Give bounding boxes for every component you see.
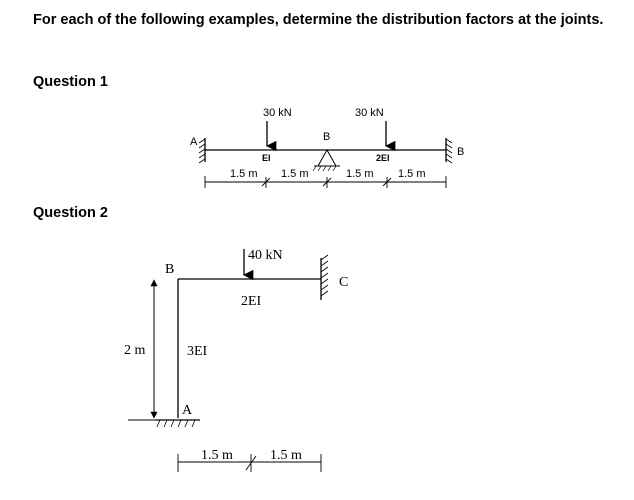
q1-node-a-label: A xyxy=(190,136,198,148)
q1-stiffness-2ei: 2EI xyxy=(376,153,390,163)
q2-span-label-1: 1.5 m xyxy=(201,448,233,463)
q2-node-c-label: C xyxy=(339,275,349,290)
q1-span-label-4: 1.5 m xyxy=(398,168,426,180)
q2-node-a-label: A xyxy=(182,403,193,418)
question-1-label: Question 1 xyxy=(33,74,108,90)
q1-span-label-3: 1.5 m xyxy=(346,168,374,180)
q2-beam-stiffness: 2EI xyxy=(241,294,262,309)
q1-span-label-1: 1.5 m xyxy=(230,168,258,180)
q2-fixed-support-a xyxy=(156,420,200,427)
q1-load-label-2: 30 kN xyxy=(355,107,384,119)
q2-column-stiffness: 3EI xyxy=(187,344,208,359)
q1-node-b-middle-label: B xyxy=(323,131,331,143)
q2-span-label-2: 1.5 m xyxy=(270,448,302,463)
question-2-label: Question 2 xyxy=(33,205,108,221)
q1-stiffness-ei: EI xyxy=(262,153,271,163)
q1-span-label-2: 1.5 m xyxy=(281,168,309,180)
q1-load-label-1: 30 kN xyxy=(263,107,292,119)
q1-node-b-right-label: B xyxy=(457,146,465,158)
q2-fixed-support-c xyxy=(321,255,328,300)
instruction-heading: For each of the following examples, determine the distribution factors at the joints. xyxy=(33,12,604,28)
q2-height-label: 2 m xyxy=(124,343,146,358)
q2-node-b-label: B xyxy=(165,262,175,277)
q2-load-label: 40 kN xyxy=(248,248,283,263)
